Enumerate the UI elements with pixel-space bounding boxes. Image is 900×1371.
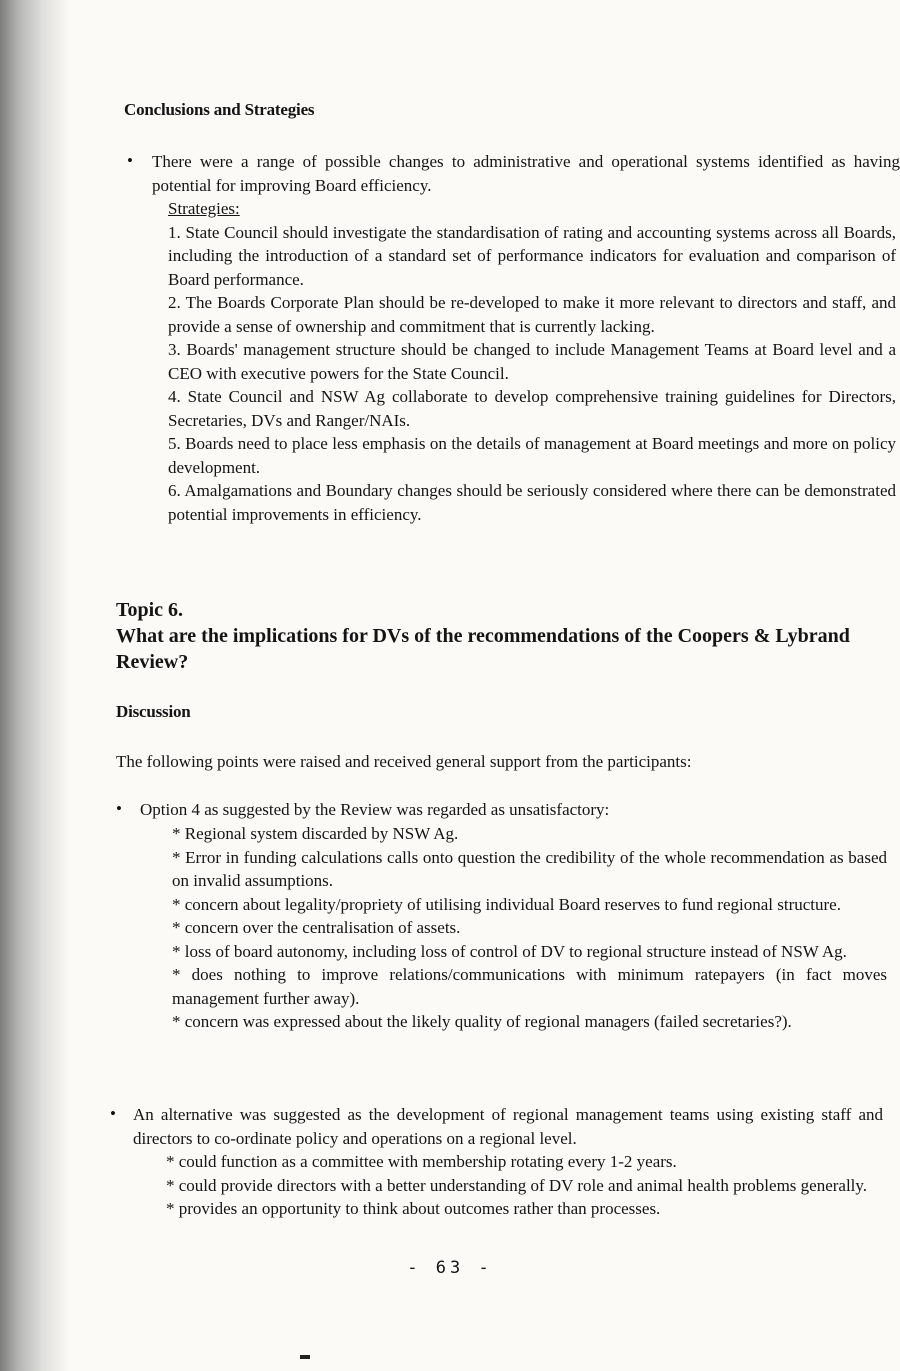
sub-item: * concern was expressed about the likely quality of regional managers (failed secretaries?). bbox=[172, 1012, 792, 1031]
strategy-item: 1. State Council should investigate the standardisation of rating and accounting systems across all Boards, including the introduction of a standard set of performance indicators for evaluation and comparison of Board performance. bbox=[168, 222, 896, 289]
conclusions-bullet-text: There were a range of possible changes to administrative and operational systems identified as having potential for improving Board efficiency. bbox=[152, 152, 900, 195]
bullet-sublist bbox=[166, 1150, 882, 1221]
bullet-marker: • bbox=[110, 1104, 116, 1123]
topic-label: Topic 6. bbox=[116, 599, 184, 621]
strategy-item: 6. Amalgamations and Boundary changes should be seriously considered where there can be demonstrated potential improvements in efficiency. bbox=[168, 481, 896, 524]
strategy-item: 4. State Council and NSW Ag collaborate to develop comprehensive training guidelines for Directors, Secretaries, DVs and Ranger/NAIs. bbox=[168, 387, 896, 430]
discussion-intro: The following points were raised and received general support from the participants: bbox=[116, 752, 692, 771]
bullet-marker: • bbox=[116, 799, 122, 818]
sub-item: * concern over the centralisation of assets. bbox=[172, 918, 461, 937]
sub-item: * could provide directors with a better understanding of DV role and animal health problems generally. bbox=[166, 1175, 868, 1195]
bullet-sublist bbox=[172, 822, 887, 1034]
page-number: - 63 - bbox=[407, 1258, 493, 1278]
discussion-heading: Discussion bbox=[116, 702, 191, 721]
discussion-bullet-text: An alternative was suggested as the development of regional management teams using existing staff and directors to co-ordinate policy and operations on a regional level. bbox=[133, 1105, 883, 1148]
stray-mark bbox=[300, 1355, 310, 1359]
strategies-label: Strategies: bbox=[168, 199, 240, 218]
sub-item: * provides an opportunity to think about outcomes rather than processes. bbox=[166, 1199, 661, 1218]
sub-item: * loss of board autonomy, including loss of control of DV to regional structure instead of NSW Ag. bbox=[172, 941, 847, 961]
sub-item: * Regional system discarded by NSW Ag. bbox=[172, 824, 459, 843]
strategies-block bbox=[168, 197, 896, 526]
sub-item: * Error in funding calculations calls onto question the credibility of the whole recommendation as based on invalid assumptions. bbox=[172, 847, 887, 890]
sub-item: * concern about legality/propriety of utilising individual Board reserves to fund regional structure. bbox=[172, 894, 841, 914]
strategy-item: 3. Boards' management structure should be changed to include Management Teams at Board level and a CEO with executive powers for the State Council. bbox=[168, 340, 896, 383]
strategy-item: 2. The Boards Corporate Plan should be re-developed to make it more relevant to directors and staff, and provide a sense of ownership and commitment that is currently lacking. bbox=[168, 293, 896, 336]
strategy-item: 5. Boards need to place less emphasis on the details of management at Board meetings and more on policy development. bbox=[168, 434, 896, 477]
bullet-marker: • bbox=[127, 151, 133, 170]
conclusions-heading: Conclusions and Strategies bbox=[124, 100, 315, 119]
topic-title: What are the implications for DVs of the recommendations of the Coopers & Lybrand Review? bbox=[116, 625, 850, 673]
sub-item: * could function as a committee with membership rotating every 1-2 years. bbox=[166, 1152, 677, 1171]
discussion-bullet-text: Option 4 as suggested by the Review was regarded as unsatisfactory: bbox=[140, 800, 610, 819]
sub-item: * does nothing to improve relations/communications with minimum ratepayers (in fact moves management further away). bbox=[172, 965, 887, 1008]
topic-block bbox=[116, 597, 896, 675]
